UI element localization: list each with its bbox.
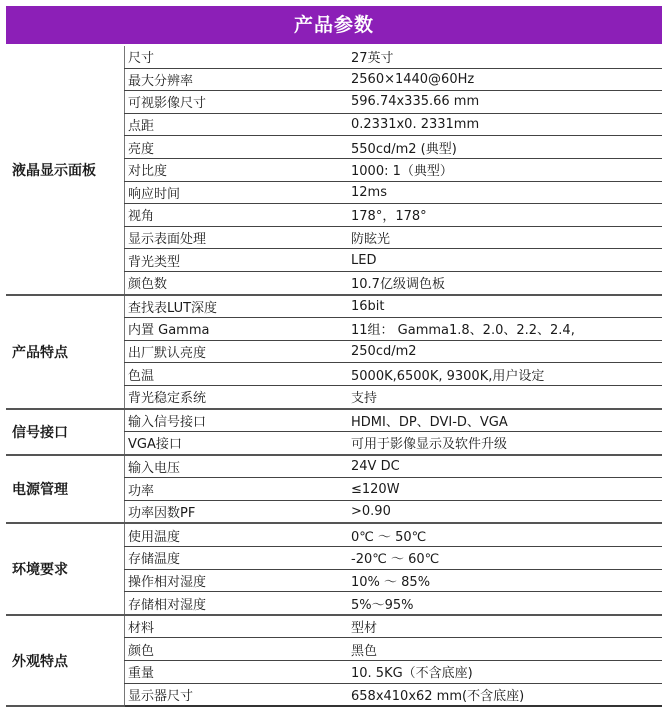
table-row bbox=[6, 46, 662, 68]
spec-key: 材料 bbox=[125, 615, 349, 638]
spec-key: 功率 bbox=[125, 478, 349, 501]
table-row bbox=[6, 523, 662, 546]
spec-key: 存储温度 bbox=[125, 547, 349, 570]
spec-key: 尺寸 bbox=[125, 46, 349, 68]
category-label: 产品特点 bbox=[6, 295, 125, 409]
spec-value: 24V DC bbox=[348, 455, 662, 478]
spec-value: 0.2331x0. 2331mm bbox=[348, 113, 662, 136]
table-row bbox=[6, 295, 662, 318]
spec-value: 5%～95% bbox=[348, 592, 662, 615]
spec-value: ≤120W bbox=[348, 478, 662, 501]
spec-key: 重量 bbox=[125, 661, 349, 684]
spec-key: 亮度 bbox=[125, 136, 349, 159]
spec-value: 550cd/m2 (典型) bbox=[348, 136, 662, 159]
table-row bbox=[6, 409, 662, 432]
spec-value: 5000K,6500K, 9300K,用户设定 bbox=[348, 363, 662, 386]
spec-key: 色温 bbox=[125, 363, 349, 386]
spec-key: 响应时间 bbox=[125, 181, 349, 204]
spec-key: 可视影像尺寸 bbox=[125, 91, 349, 114]
spec-value: LED bbox=[348, 249, 662, 272]
spec-key: 背光类型 bbox=[125, 249, 349, 272]
spec-value: 11组： Gamma1.8、2.0、2.2、2.4, bbox=[348, 318, 662, 341]
spec-value: 0℃ ～ 50℃ bbox=[348, 523, 662, 546]
spec-value: 黑色 bbox=[348, 638, 662, 661]
spec-key: 最大分辨率 bbox=[125, 68, 349, 91]
spec-key: 存储相对湿度 bbox=[125, 592, 349, 615]
spec-key: 功率因数PF bbox=[125, 500, 349, 523]
spec-value: 16bit bbox=[348, 295, 662, 318]
spec-key: 背光稳定系统 bbox=[125, 385, 349, 408]
spec-table bbox=[6, 46, 662, 707]
spec-value: 防眩光 bbox=[348, 226, 662, 249]
spec-value: 658x410x62 mm(不含底座) bbox=[348, 683, 662, 706]
spec-key: 内置 Gamma bbox=[125, 318, 349, 341]
spec-value: 可用于影像显示及软件升级 bbox=[348, 432, 662, 455]
spec-key: VGA接口 bbox=[125, 432, 349, 455]
spec-value: >0.90 bbox=[348, 500, 662, 523]
spec-value: 596.74x335.66 mm bbox=[348, 91, 662, 114]
table-row bbox=[6, 455, 662, 478]
spec-key: 查找表LUT深度 bbox=[125, 295, 349, 318]
spec-key: 出厂默认亮度 bbox=[125, 340, 349, 363]
spec-key: 对比度 bbox=[125, 158, 349, 181]
spec-value: 250cd/m2 bbox=[348, 340, 662, 363]
spec-value: 1000: 1（典型） bbox=[348, 158, 662, 181]
spec-value: -20℃ ～ 60℃ bbox=[348, 547, 662, 570]
spec-value: 10. 5KG（不含底座) bbox=[348, 661, 662, 684]
table-row bbox=[6, 615, 662, 638]
spec-value: 178°，178° bbox=[348, 204, 662, 227]
category-label: 液晶显示面板 bbox=[6, 46, 125, 295]
spec-key: 颜色 bbox=[125, 638, 349, 661]
spec-key: 视角 bbox=[125, 204, 349, 227]
spec-value: 型材 bbox=[348, 615, 662, 638]
spec-key: 显示表面处理 bbox=[125, 226, 349, 249]
category-label: 外观特点 bbox=[6, 615, 125, 706]
spec-key: 颜色数 bbox=[125, 271, 349, 294]
spec-table-body bbox=[6, 46, 662, 706]
spec-value: 10% ～ 85% bbox=[348, 569, 662, 592]
spec-key: 输入电压 bbox=[125, 455, 349, 478]
spec-value: 12ms bbox=[348, 181, 662, 204]
spec-key: 使用温度 bbox=[125, 523, 349, 546]
spec-value: HDMI、DP、DVI-D、VGA bbox=[348, 409, 662, 432]
category-label: 环境要求 bbox=[6, 523, 125, 614]
spec-key: 显示器尺寸 bbox=[125, 683, 349, 706]
spec-key: 输入信号接口 bbox=[125, 409, 349, 432]
spec-value: 10.7亿级调色板 bbox=[348, 271, 662, 294]
spec-value: 支持 bbox=[348, 385, 662, 408]
page-title: 产品参数 bbox=[6, 6, 662, 44]
spec-value: 2560×1440@60Hz bbox=[348, 68, 662, 91]
spec-key: 点距 bbox=[125, 113, 349, 136]
category-label: 信号接口 bbox=[6, 409, 125, 455]
category-label: 电源管理 bbox=[6, 455, 125, 524]
spec-value: 27英寸 bbox=[348, 46, 662, 68]
spec-key: 操作相对湿度 bbox=[125, 569, 349, 592]
